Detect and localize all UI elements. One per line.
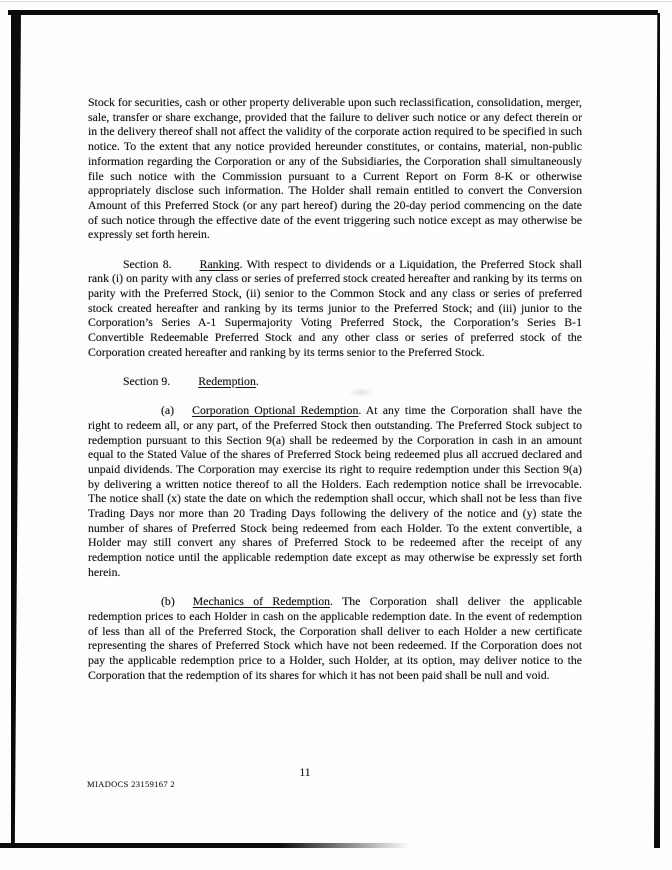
photocopy-border-left	[11, 10, 21, 848]
photocopy-border-right	[654, 13, 660, 848]
section-9-period: .	[255, 373, 259, 388]
scan-edge-hairline	[0, 1, 672, 2]
section-9-heading: Redemption	[198, 373, 256, 388]
document-body	[88, 95, 582, 697]
continuation-paragraph-text: Stock for securities, cash or other property deliverable upon such reclassification, consolidation, merger, sale, transfer or share exchange, provided that the failure to deliver such notice or any defect therein or in the delivery thereof shall not affect the validity of the corporate action required to be specified in such notice. To the extent that any notice provided hereunder constitutes, or contains, material, non-public information regarding the Corporation or any of the Subsidiaries, the Corporation shall simultaneously file such notice with the Commission pursuant to a Current Report on Form 8-K or otherwise appropriately disclose such information. The Holder shall remain entitled to convert the Conversion Amount of this Preferred Stock (or any part hereof) during the 20-day period commencing on the date of such notice through the effective date of the event triggering such notice except as may otherwise be expressly set forth herein.	[88, 95, 582, 242]
section-9-label: Section 9.	[123, 373, 171, 388]
section-8-heading: Ranking	[199, 256, 240, 271]
subsection-b-body: . The Corporation shall deliver the applicable redemption prices to each Holder in cash on the applicable redemption date. In the event of redemption of less than all of the Preferred Stock, the Corporation shall deliver to each Holder a new certificate representing the shares of Preferred Stock which have not been redeemed. If the Corporation does not pay the applicable redemption price to a Holder, such Holder, at its option, may deliver notice to the Corporation that the redemption of its shares for which it has not been paid shall be null and void.	[88, 594, 582, 682]
subsection-a-heading: Corporation Optional Redemption	[192, 403, 359, 418]
subsection-a-paragraph	[88, 403, 582, 579]
page-number: 11	[299, 767, 311, 779]
photocopy-border-top	[8, 10, 658, 15]
section-8-paragraph	[88, 257, 582, 360]
subsection-b-heading: Mechanics of Redemption	[192, 594, 331, 609]
subsection-b-label: (b)	[161, 594, 175, 609]
continuation-paragraph	[88, 95, 582, 242]
section-8-body: . With respect to dividends or a Liquidation, the Preferred Stock shall rank (i) on parity with any class or series of preferred stock created hereafter and ranking by its terms on parity with the Preferred Stock, (ii) senior to the Common Stock and any class or series of preferred stock created hereafter and ranking by its terms junior to the Preferred Stock; and (iii) junior to the Corporation’s Series A-1 Supermajority Voting Preferred Stock, the Corporation’s Series B-1 Convertible Redeemable Preferred Stock and any other class or series of preferred stock of the Corporation created hereafter and ranking by its terms senior to the Preferred Stock.	[88, 256, 583, 359]
subsection-a-label: (a)	[161, 403, 175, 418]
section-9-heading-line	[88, 374, 582, 389]
document-id-stamp: MIADOCS 23159167 2	[87, 779, 176, 789]
subsection-b-paragraph	[88, 594, 582, 682]
photocopy-border-bottom	[0, 843, 410, 848]
subsection-a-body: . At any time the Corporation shall have the right to redeem all, or any part, of the Preferred Stock then outstanding. The Preferred Stock subject to redemption pursuant to this Section 9(a) shall be redeemed by the Corporation in cash in an amount equal to the Stated Value of the shares of Preferred Stock being redeemed plus all accrued declared and unpaid dividends. The Corporation may exercise its right to require redemption under this Section 9(a) by delivering a written notice thereof to all the Holders. Each redemption notice shall be irrevocable. The notice shall (x) state the date on which the redemption shall occur, which shall not be less than five Trading Days nor more than 20 Trading Days following the delivery of the notice and (y) state the number of shares of Preferred Stock being redeemed from each Holder. To the extent convertible, a Holder may still convert any shares of Preferred Stock to be redeemed after the receipt of any redemption notice until the applicable redemption date except as may otherwise be expressly set forth herein.	[88, 403, 582, 579]
section-8-label: Section 8.	[123, 256, 172, 271]
